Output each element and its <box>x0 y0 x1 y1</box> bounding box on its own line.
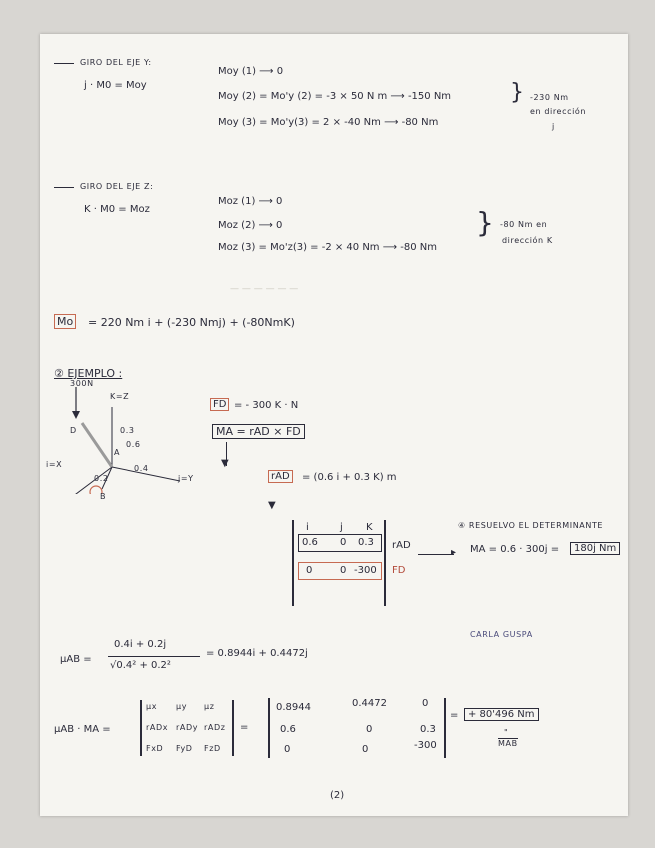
unit-vector-rhs: = 0.8944i + 0.4472j <box>206 648 308 659</box>
equals-vertical-icon: " <box>504 728 509 737</box>
sym-r1-c1: μx <box>146 702 158 711</box>
j-axis-label: j=Y <box>178 474 194 483</box>
fd-boxed-label: FD <box>210 398 229 411</box>
point-d: D <box>70 426 77 435</box>
rad-boxed-label: rAD <box>268 470 293 483</box>
k-axis-label: K=Z <box>110 392 130 401</box>
moy-line-2: Moy (2) = Mo'y (2) = -3 × 50 N m ⟶ -150 Nm <box>218 91 452 102</box>
resolve-boxed: 180j Nm <box>570 542 620 555</box>
num-r1-c2: 0.4472 <box>352 698 387 709</box>
fd-value: = - 300 K · N <box>234 400 299 411</box>
point-b: B <box>100 492 107 501</box>
section-y-formula: j · M0 = Moy <box>84 80 147 91</box>
force-label: 300N <box>70 379 94 388</box>
down-arrow-icon: ▼ <box>268 500 276 511</box>
moy-line-1: Moy (1) ⟶ 0 <box>218 66 284 77</box>
num-r1-c3: 0 <box>422 698 429 709</box>
det-r2-c2: 0 <box>340 565 347 576</box>
example-heading: ② EJEMPLO : <box>54 367 123 380</box>
det-r1-c2: 0 <box>340 537 347 548</box>
mo-boxed-label: Mo <box>54 314 76 329</box>
section-y-title: GIRO DEL EJE Y: <box>80 58 152 67</box>
brace-note-2: en dirección <box>530 107 587 116</box>
triple-lhs: μAB · MA = <box>54 724 111 735</box>
det-r2-c3: -300 <box>354 565 377 576</box>
det-r2-c1: 0 <box>306 565 313 576</box>
mo-equation: = 220 Nm i + (-230 Nmj) + (-80NmK) <box>88 316 295 329</box>
det-r1-c1: 0.6 <box>302 537 318 548</box>
sym-r2-c3: rADz <box>204 723 226 732</box>
brace-icon: } <box>510 80 524 105</box>
section-z-title: GIRO DEL EJE Z: <box>80 182 154 191</box>
resolve-result: MA = 0.6 · 300j = <box>470 544 560 555</box>
point-a: A <box>114 448 121 457</box>
ma-equation-boxed: MA = rAD × FD <box>212 424 305 439</box>
moy-line-3: Moy (3) = Mo'y(3) = 2 × -40 Nm ⟶ -80 Nm <box>218 117 439 128</box>
sym-r3-c3: FzD <box>204 744 221 753</box>
brace-note-1: -230 Nm <box>530 93 569 102</box>
det-header-j: j <box>340 522 343 533</box>
unit-vector-denominator: √0.4² + 0.2² <box>110 660 171 671</box>
force-arrowhead <box>72 411 80 419</box>
num-r1-c1: 0.8944 <box>276 702 311 713</box>
rad-value: = (0.6 i + 0.3 K) m <box>302 472 397 483</box>
dim-1: 0.3 <box>120 426 135 435</box>
page-number: (2) <box>330 790 345 801</box>
moz-line-3: Moz (3) = Mo'z(3) = -2 × 40 Nm ⟶ -80 Nm <box>218 242 437 253</box>
det-header-k: K <box>366 522 373 533</box>
right-arrow-icon: ▸ <box>451 547 457 558</box>
moz-line-2: Moz (2) ⟶ 0 <box>218 220 283 231</box>
num-r2-c2: 0 <box>366 724 373 735</box>
sym-r2-c1: rADx <box>146 723 169 732</box>
unit-vector-numerator: 0.4i + 0.2j <box>114 639 167 650</box>
sym-r3-c2: FyD <box>176 744 193 753</box>
resolve-title: ④ RESUELVO EL DETERMINANTE <box>458 521 604 530</box>
bleed-through-text: — — — — — — <box>230 284 299 294</box>
triple-result-boxed: + 80'496 Nm <box>464 708 539 721</box>
num-r3-c3: -300 <box>414 740 437 751</box>
i-axis-label: i=X <box>46 460 63 469</box>
sym-r2-c2: rADy <box>176 723 199 732</box>
brace-icon: } <box>476 206 494 239</box>
member-da <box>82 423 112 467</box>
brace-note-z-2: dirección K <box>502 236 553 245</box>
sym-r3-c1: FxD <box>146 744 164 753</box>
sym-r1-c3: μz <box>204 702 215 711</box>
signature: CARLA GUSPA <box>470 630 533 639</box>
det-r1-c3: 0.3 <box>358 537 374 548</box>
unit-vector-lhs: μAB = <box>60 654 92 665</box>
down-arrow-icon: ▼ <box>221 458 229 469</box>
dim-3: 0.4 <box>134 464 149 473</box>
det-side-2: FD <box>392 565 406 576</box>
equals-sign: = <box>240 722 249 733</box>
brace-note-z-1: -80 Nm en <box>500 220 548 229</box>
num-r3-c1: 0 <box>284 744 291 755</box>
det-header-i: i <box>306 522 309 533</box>
brace-note-3: j <box>552 122 555 131</box>
num-r2-c1: 0.6 <box>280 724 296 735</box>
triple-result-label: MAB <box>498 739 518 748</box>
section-z-formula: K · M0 = Moz <box>84 204 150 215</box>
num-r3-c2: 0 <box>362 744 369 755</box>
num-r2-c3: 0.3 <box>420 724 436 735</box>
dim-4: 0.2 <box>94 474 109 483</box>
dim-2: 0.6 <box>126 440 141 449</box>
equals-sign: = <box>450 710 459 721</box>
notebook-page <box>40 34 628 816</box>
det-side-1: rAD <box>392 540 411 551</box>
sym-r1-c2: μy <box>176 702 188 711</box>
moz-line-1: Moz (1) ⟶ 0 <box>218 196 283 207</box>
